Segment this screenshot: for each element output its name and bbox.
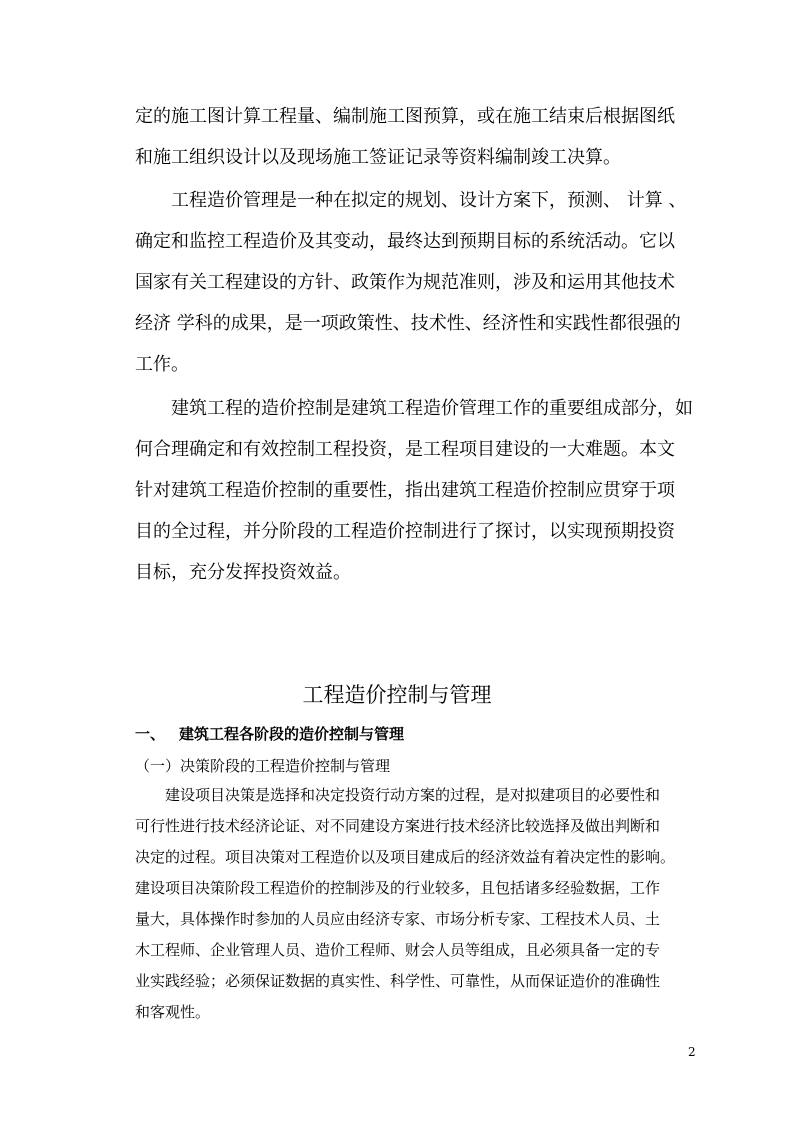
text-line: 建筑工程的造价控制是建筑工程造价管理工作的重要组成部分，如 [171,398,693,419]
section-title: 工程造价控制与管理 [302,683,492,707]
page-number: 2 [688,1045,696,1059]
text-line: 工程造价管理是一种在拟定的规划、设计方案下，预测、 计算 、 [171,190,687,211]
text-line: 目标，充分发挥投资效益。 [135,562,351,583]
text-line: 何合理确定和有效控制工程投资，是工程项目建设的一大难题。本文 [135,439,675,460]
text-line: 目的全过程，并分阶段的工程造价控制进行了探讨，以实现预期投资 [135,521,675,542]
paragraph-cost-control-intro [135,388,700,593]
text-line: 建设项目决策阶段工程造价的控制涉及的行业较多，且包括诸多经验数据，工作 [135,879,661,897]
text-line: 国家有关工程建设的方针、政策作为规范准则，涉及和运用其他技术 [135,272,675,293]
text-line: 量大，具体操作时参加的人员应由经济专家、市场分析专家、工程技术人员、土 [135,910,661,928]
heading-level-1 [135,722,404,746]
text-line: 可行性进行技术经济论证、对不同建设方案进行技术经济比较选择及做出判断和 [135,817,661,835]
heading-level-2: （一）决策阶段的工程造价控制与管理 [135,757,391,775]
heading-text: 建筑工程各阶段的造价控制与管理 [179,725,405,743]
text-line: 建设项目决策是选择和决定投资行动方案的过程，是对拟建项目的必要性和 [165,786,661,804]
text-line: 和客观性。 [135,1003,211,1021]
text-line: 业实践经验；必须保证数据的真实性、科学性、可靠性，从而保证造价的准确性 [135,972,661,990]
paragraph-decision-stage [135,780,700,1028]
text-line: 针对建筑工程造价控制的重要性，指出建筑工程造价控制应贯穿于项 [135,480,675,501]
paragraph-continuation [135,96,700,178]
heading-number: 一、 [135,725,166,743]
text-line: 工作。 [135,354,189,375]
text-line: 经济 学科的成果，是一项政策性、技术性、经济性和实践性都很强的 [135,313,681,334]
text-line: 定的施工图计算工程量、编制施工图预算，或在施工结束后根据图纸 [135,106,675,127]
text-line: 决定的过程。项目决策对工程造价以及项目建成后的经济效益有着决定性的影响。 [135,848,676,866]
paragraph-cost-management-definition [135,180,700,385]
text-line: 和施工组织设计以及现场施工签证记录等资料编制竣工决算。 [135,147,621,168]
text-line: 木工程师、企业管理人员、造价工程师、财会人员等组成，且必须具备一定的专 [135,941,661,959]
text-line: 确定和监控工程造价及其变动，最终达到预期目标的系统活动。它以 [135,231,675,252]
